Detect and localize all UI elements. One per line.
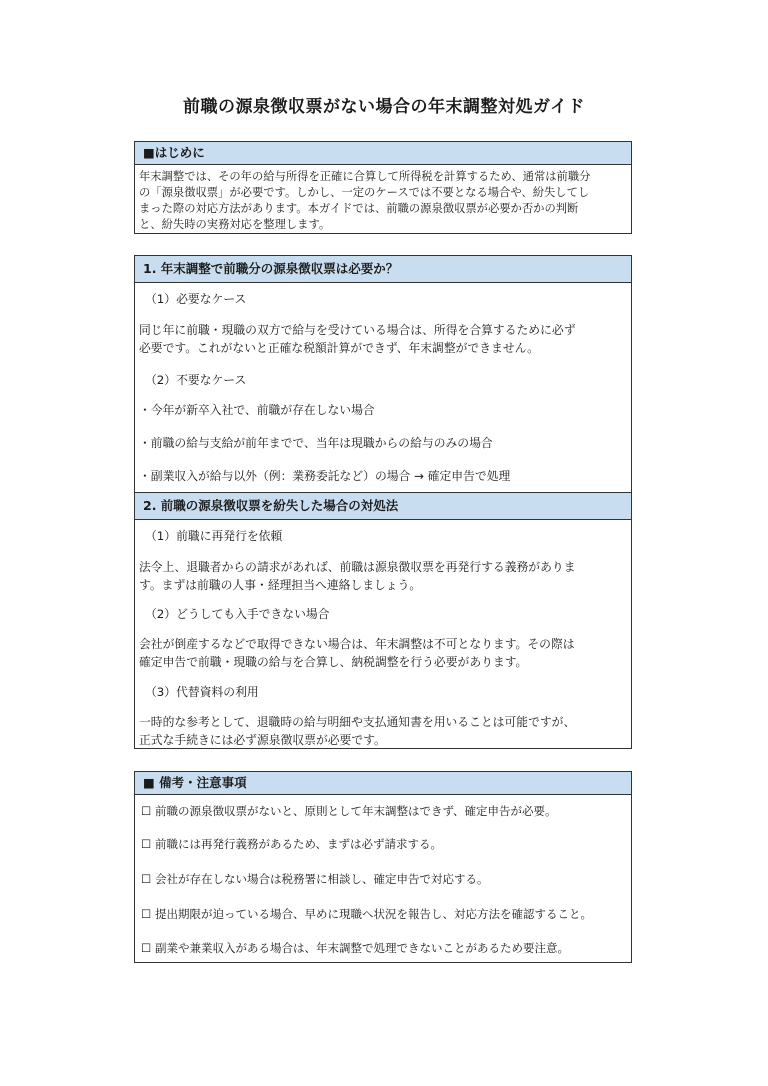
- section2-sub2-line: 会社が倒産するなどで取得できない場合は、年末調整は不可となります。その際は: [139, 637, 575, 651]
- section1-sub1-line: 必要です。これがないと正確な税額計算ができず、年末調整ができません。: [139, 341, 539, 355]
- notes-body: [135, 795, 631, 963]
- note-item: ☐ 会社が存在しない場合は税務署に相談し、確定申告で対応する。: [141, 872, 489, 886]
- section2-body: [135, 520, 631, 750]
- note-item: ☐ 提出期限が迫っている場合、早めに現職へ状況を報告し、対応方法を確認すること。: [141, 907, 592, 921]
- section2-sub2: （2）どうしても入手できない場合: [145, 607, 330, 621]
- main-sections-box: [134, 255, 632, 749]
- intro-heading: ■はじめに: [135, 142, 631, 165]
- section2-sub2-line: 確定申告で前職・現職の給与を合算し、納税調整を行う必要があります。: [139, 655, 528, 669]
- section1-bullet: ・前職の給与支給が前年までで、当年は現職からの給与のみの場合: [139, 436, 493, 450]
- section2-sub3-line: 正式な手続きには必ず源泉徴収票が必要です。: [139, 733, 386, 747]
- intro-line: 年末調整では、その年の給与所得を正確に合算して所得税を計算するため、通常は前職分: [139, 170, 591, 183]
- intro-body: [135, 165, 631, 239]
- intro-box: [134, 141, 632, 234]
- section1-heading: 1. 年末調整で前職分の源泉徴収票は必要か？: [135, 256, 631, 283]
- section1-body: [135, 283, 631, 488]
- section1-sub1: （1）必要なケース: [145, 292, 247, 306]
- section2-sub1-line: す。まずは前職の人事・経理担当へ連絡しましょう。: [139, 578, 422, 592]
- section1-sub1-line: 同じ年に前職・現職の双方で給与を受けている場合は、所得を合算するために必ず: [139, 323, 576, 337]
- note-item: ☐ 前職の源泉徴収票がないと、原則として年末調整はできず、確定申告が必要。: [141, 804, 557, 818]
- intro-line: と、紛失時の実務対応を整理します。: [139, 218, 331, 231]
- intro-line: まった際の対応方法があります。本ガイドでは、前職の源泉徴収票が必要か否かの判断: [139, 202, 579, 215]
- note-item: ☐ 前職には再発行義務があるため、まずは必ず請求する。: [141, 837, 443, 851]
- page-title: 前職の源泉徴収票がない場合の年末調整対処ガイド: [183, 97, 585, 117]
- notes-box: [134, 771, 632, 963]
- section1-bullet: ・副業収入が給与以外（例：業務委託など）の場合 → 確定申告で処理: [139, 469, 511, 483]
- notes-heading: ■ 備考・注意事項: [135, 772, 631, 795]
- section2-sub3: （3）代替資料の利用: [145, 685, 259, 699]
- section2-sub3-line: 一時的な参考として、退職時の給与明細や支払通知書を用いることは可能ですが、: [139, 715, 576, 729]
- section2-sub1-line: 法令上、退職者からの請求があれば、前職は源泉徴収票を再発行する義務がありま: [139, 560, 576, 574]
- note-item: ☐ 副業や兼業収入がある場合は、年末調整で処理できないことがあるため要注意。: [141, 941, 569, 955]
- section1-sub2: （2）不要なケース: [145, 373, 247, 387]
- section2-sub1: （1）前職に再発行を依頼: [145, 529, 283, 543]
- section2-heading: 2. 前職の源泉徴収票を紛失した場合の対処法: [135, 492, 631, 520]
- intro-line: の「源泉徴収票」が必要です。しかし、一定のケースでは不要となる場合や、紛失してし: [139, 186, 590, 199]
- section1-bullet: ・今年が新卒入社で、前職が存在しない場合: [139, 403, 375, 417]
